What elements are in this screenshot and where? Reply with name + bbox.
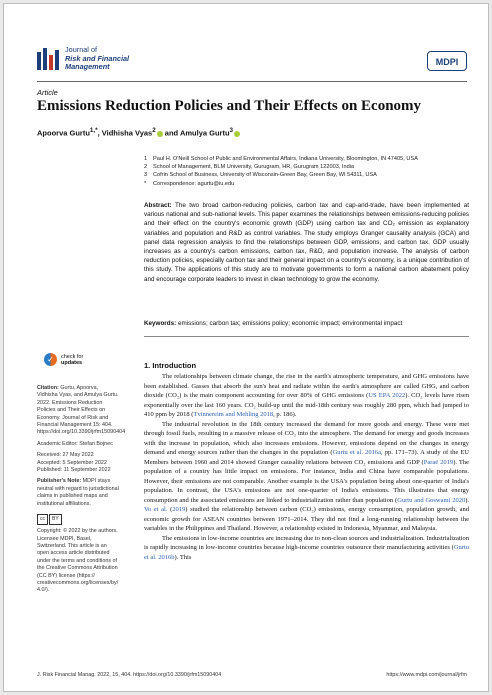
affiliations bbox=[144, 155, 474, 188]
citation-link[interactable]: 2019 bbox=[172, 506, 186, 513]
paragraph: The emissions in low-income countries are increasing due to non-clean sources and industrialization. Industrialization is rapidly increasing in low-income countries because high-income countries outsource their manufacturing activities (Gurtu et al. 2016b). This bbox=[144, 534, 469, 561]
journal-name bbox=[65, 46, 129, 72]
cc-license-icon[interactable] bbox=[37, 514, 62, 525]
footer-journal-url[interactable]: https://www.mdpi.com/journal/jrfm bbox=[386, 672, 467, 678]
article-type: Article bbox=[37, 88, 58, 97]
author-sup: 1,* bbox=[89, 127, 98, 134]
cc-icon: cc bbox=[37, 514, 48, 525]
affiliation-item: 2 School of Management, BLM University, Gurugram, HR, Gurugram 122003, India bbox=[144, 164, 355, 171]
citation-link[interactable]: US EPA 2022 bbox=[368, 392, 406, 399]
mdpi-logo[interactable]: MDPI bbox=[427, 51, 467, 71]
journal-logo-icon bbox=[37, 46, 59, 70]
check-for-updates-button[interactable] bbox=[44, 353, 83, 366]
citation-link[interactable]: Gurtu and Goswami 2020 bbox=[397, 496, 466, 504]
received-date: Received: 27 May 2022 bbox=[37, 452, 94, 459]
paragraph: The industrial revolution in the 18th century increased the demand for more goods and energy. These were met through fossil fuels, resulting in a massive release of CO₂ into the atmosphere. The demand for energy and goods increases with the increase in population, which also increases emissions. However, emissions depend on the changes in energy demand and energy sources rather than the changes in the population (Gurtu et al. 2016a, pp. 171–73). A study of the EU Members between 1960 and 2014 showed Granger causality relations between CO₂ emissions and GDP (Paraë 2019). The population of a country has little impact on emissions. For instance, India and China have comparable populations. However, their emissions are not comparable. Another example is the USA's population being about one-quarter of India's population. In contrast, the USA's emissions are not one-quarter of India's emissions. This illustrates that energy consumption and the associated emissions are linked to industrialization rather than population (Gurtu and Goswami 2020). Vo et al. (2019) studied the relationship between carbon (CO₂) emissions, energy consumption, population growth, and economic growth for ASEAN countries between 1971–2014. They did not find a long-running relationship between the variables in the Philippines and Thailand. However, a relationship existed in Indonesia, Myanmar, and Malaysia. bbox=[144, 420, 470, 532]
author-separator: and bbox=[164, 128, 179, 138]
journal-name-line3: Management bbox=[65, 62, 110, 72]
citation-link[interactable]: Gurtu et al. 2016b bbox=[144, 544, 469, 561]
affiliation-item: 1 Paul H. O'Neill School of Public and Environmental Affairs, Indiana University, Bloomington, IN 47405, USA bbox=[144, 156, 418, 162]
abstract-label: Abstract: bbox=[144, 202, 172, 209]
orcid-icon[interactable] bbox=[157, 131, 163, 137]
publishers-note: Publisher's Note: MDPI stays neutral with regard to jurisdictional claims in published maps and institutional affiliations. bbox=[37, 478, 119, 507]
keywords bbox=[144, 319, 469, 328]
check-updates-line1: check for bbox=[61, 353, 84, 360]
affiliation-item: 3 Cofrin School of Business, University of Wisconsin-Green Bay, Green Bay, WI 54311, USA bbox=[144, 172, 377, 179]
abstract-text: The two broad carbon-reducing policies, carbon tax and cap-and-trade, have been implemented at various national and sub-national levels. This paper examines the relationships between emissions-reducing policies and their effect on the country's economic growth (GDP) using carbon tax and CO₂ emission as explanatory variables and population and R&D as control variables. The study employs Granger causality analysis (GCA) and panel data regression analysis to find the relationships between GDP, emissions, and carbon tax. GDP usually increases as a country's carbon emissions, carbon tax, R&D, and population increase. The analysis of carbon reduction policies, especially carbon tax and their general impact on a country's economy, is a unique contribution of this study. The applications of this study are to motivate governments to form a national carbon abatement policy and encourage corporate leaders to invest in clean technology to grow the economy. bbox=[144, 202, 469, 283]
page-footer bbox=[37, 672, 467, 678]
by-icon: BY bbox=[49, 514, 62, 525]
keywords-text: emissions; carbon tax; emissions policy; economic impact; environmental impact bbox=[177, 320, 403, 327]
author-sup: 3 bbox=[229, 127, 234, 134]
author-name[interactable]: Vidhisha Vyas bbox=[101, 128, 153, 138]
check-updates-line2: updates bbox=[61, 359, 83, 366]
keywords-label: Keywords: bbox=[144, 320, 177, 327]
citation-link[interactable]: Paraë 2019 bbox=[423, 458, 454, 466]
published-date: Published: 11 September 2022 bbox=[37, 467, 111, 474]
article-page bbox=[3, 3, 489, 692]
academic-editor: Academic Editor: Stefan Bojnec bbox=[37, 440, 113, 447]
keywords-divider bbox=[144, 336, 469, 337]
citation-link[interactable]: Tvinnereim and Mehling 2018 bbox=[193, 411, 274, 418]
journal-name-line1: Journal of bbox=[65, 45, 98, 54]
citation-link[interactable]: Gurtu et al. 2016a bbox=[332, 449, 382, 456]
citation: Citation: Gurtu, Apoorva, Vidhisha Vyas, and Amulya Gurtu. 2022. Emissions Reduction Policies and Their Effects on Economy. Journal of Risk and Financial Management 15: 404. https://doi.org/10.3390/jrfm15090404 bbox=[37, 385, 126, 436]
copyright: Copyright: © 2022 by the authors. Licensee MDPI, Basel, Switzerland. This article is an open access article distributed under the terms and conditions of the Creative Commons Attribution (CC BY) license (https:// creativecommons.org/licenses/by/ 4.0/). bbox=[37, 528, 119, 594]
author-name[interactable]: Amulya Gurtu bbox=[179, 128, 230, 138]
author-list bbox=[37, 127, 240, 138]
footer-citation[interactable]: J. Risk Financial Manag. 2022, 15, 404. https://doi.org/10.3390/jrfm15090404 bbox=[37, 672, 222, 678]
abstract bbox=[144, 201, 469, 284]
author-name[interactable]: Apoorva Gurtu bbox=[37, 128, 90, 138]
author-sup: 2 bbox=[152, 127, 156, 134]
orcid-icon[interactable] bbox=[234, 131, 240, 137]
journal-header bbox=[37, 46, 129, 72]
citation-link[interactable]: Vo et al. bbox=[144, 506, 168, 513]
header-divider bbox=[37, 81, 467, 82]
journal-name-line2: Risk and Financial bbox=[65, 53, 130, 63]
check-updates-icon: ✓ bbox=[44, 353, 57, 366]
introduction-body bbox=[144, 372, 469, 562]
introduction-heading: 1. Introduction bbox=[144, 361, 197, 370]
paragraph: The relationships between climate change, the rise in the earth's atmospheric temperature, and GHG emissions have been established. Gasses that absorb the sun's heat and radiate within the earth's atmosphere are called GHG, and carbon dioxide (CO₂) is the main component accounting for over 80% of GHG emissions (US EPA 2022). CO₂ levels have risen exponentially over the last 160 years. CO₂ build-up until the mid-18th century was roughly 280 ppm, which had jumped to 410 ppm by 2018 (Tvinnereim and Mehling 2018, p. 186). bbox=[144, 373, 470, 418]
correspondence: * Correspondence: agurtu@iu.edu bbox=[144, 180, 235, 187]
article-title: Emissions Reduction Policies and Their Effects on Economy bbox=[37, 98, 422, 114]
accepted-date: Accepted: 5 September 2022 bbox=[37, 459, 107, 466]
sidebar-metadata bbox=[37, 385, 126, 599]
author-separator: , bbox=[97, 128, 100, 138]
